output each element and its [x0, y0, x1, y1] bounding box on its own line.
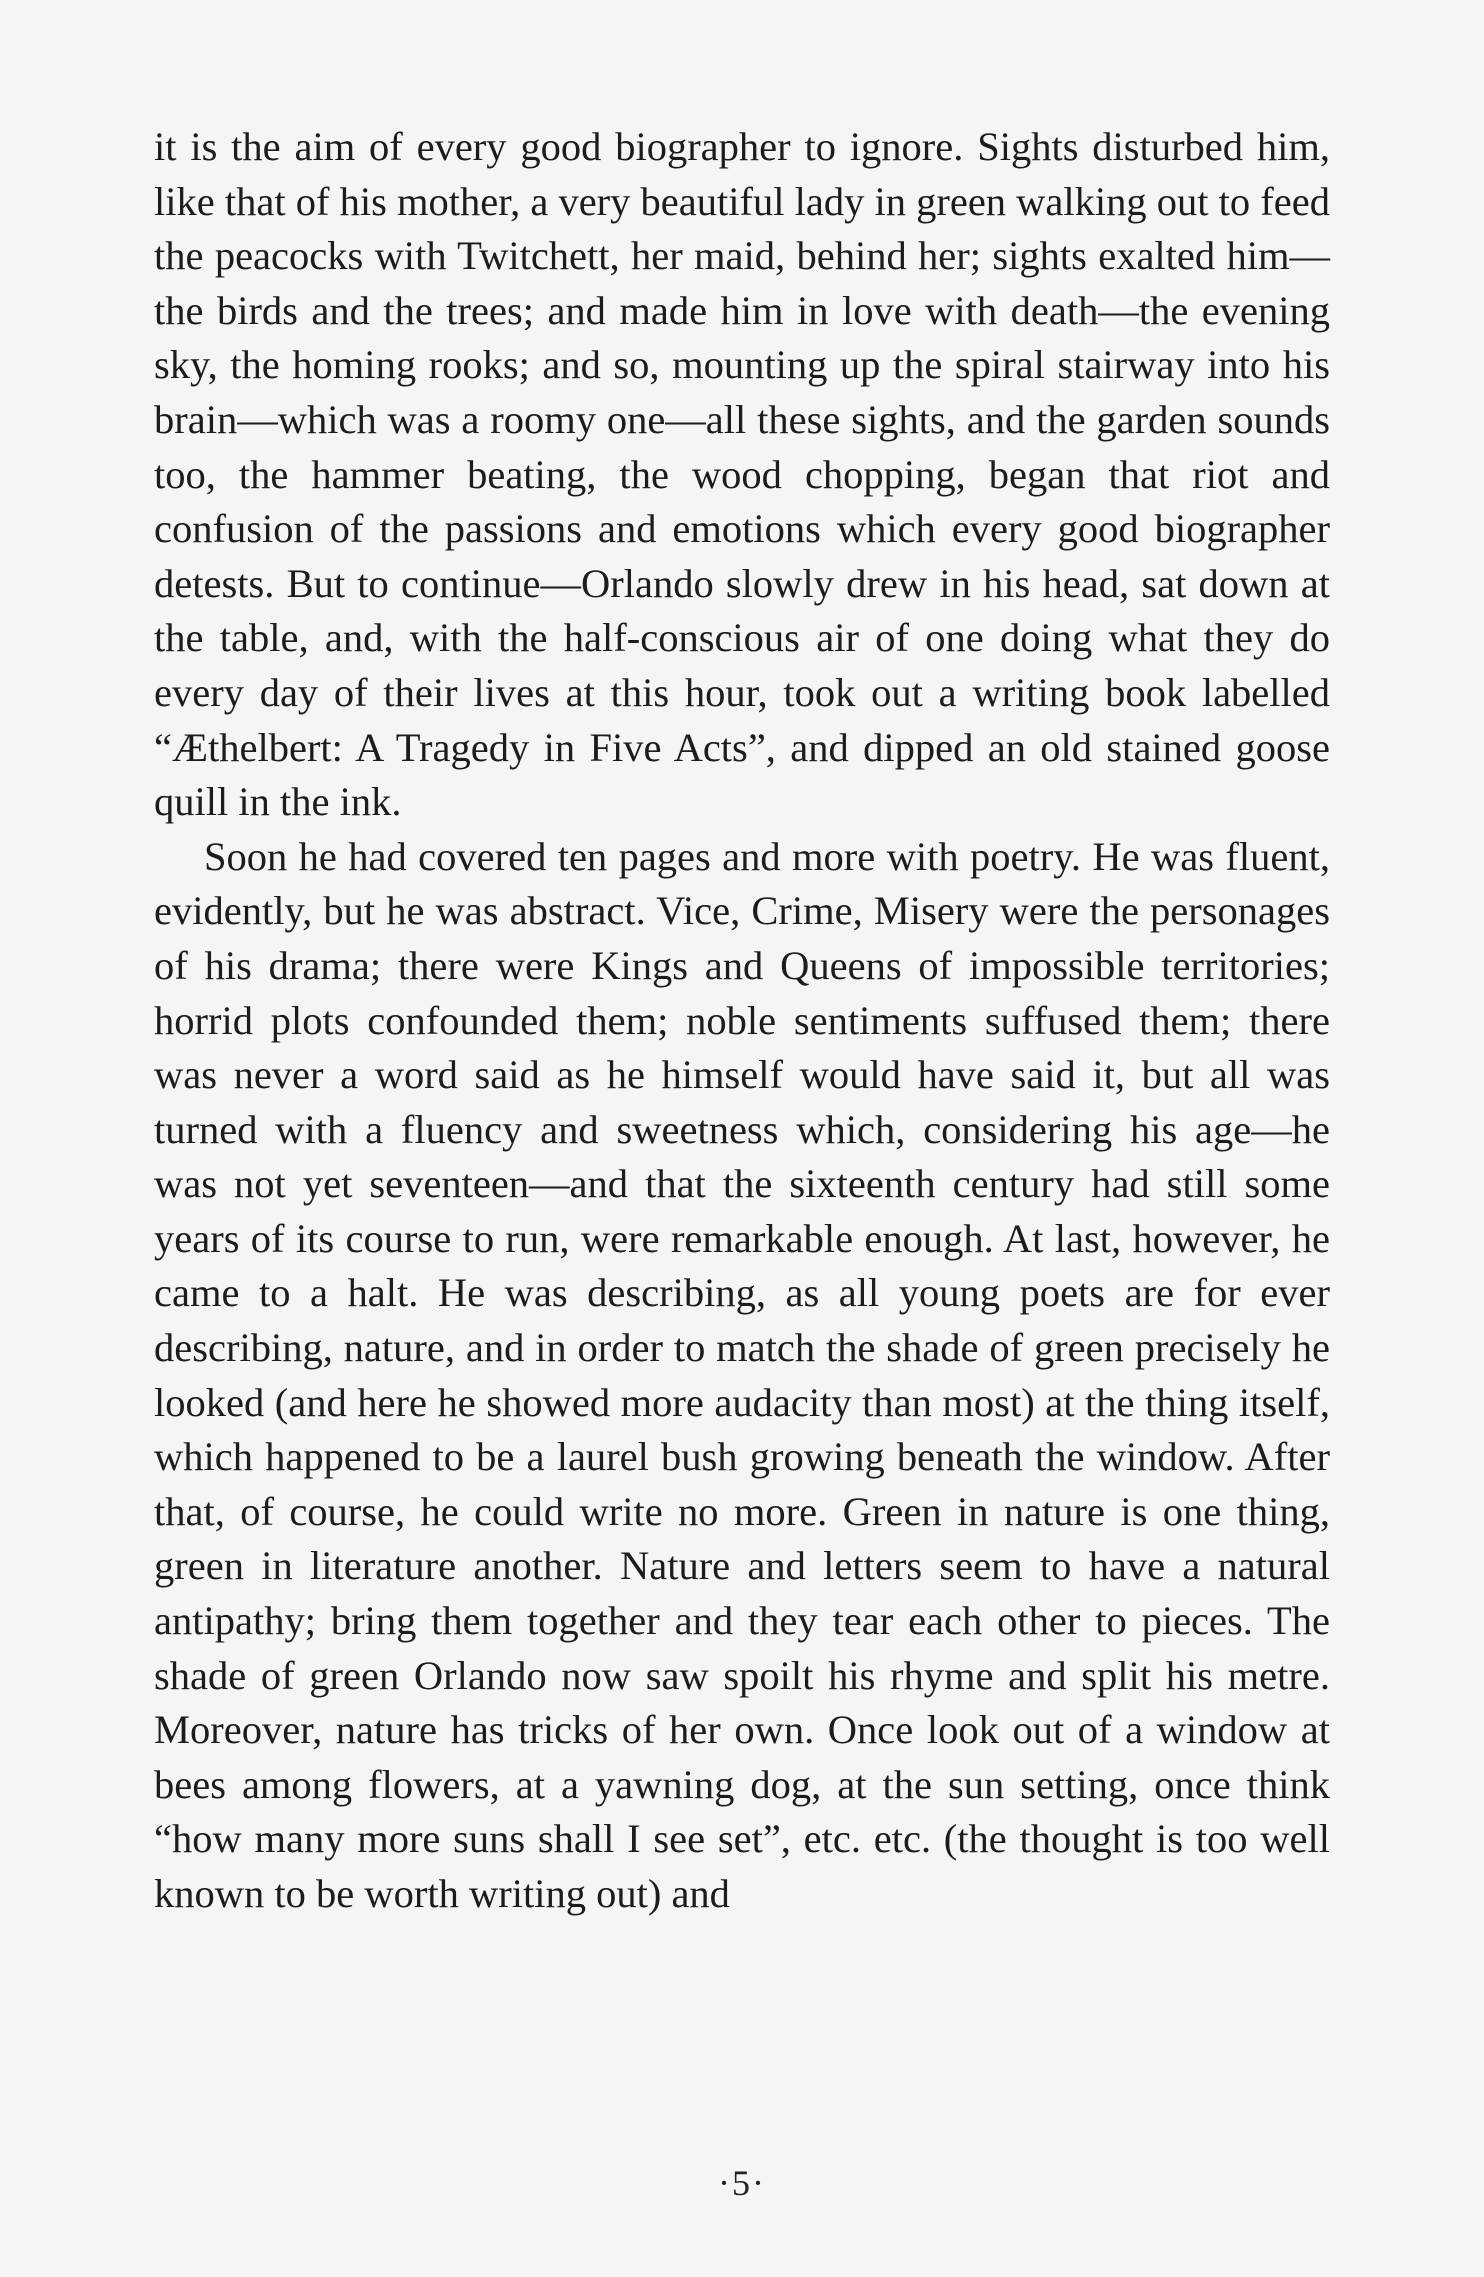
paragraph-continuation: it is the aim of every good biographer to ignore. Sights disturbed him, like that of his mother, a very beautiful lady in green walking out to feed the peacocks with Twitchett, her maid, behind her; sights exalted him—the birds and the trees; and made him in love with death—the evening sky, the homing rooks; and so, mounting up the spiral stairway into his brain—which was a roomy one—all these sights, and the garden sounds too, the hammer beating, the wood chopping, began that riot and confusion of the passions and emotions which every good biographer detests. But to continue—Orlando slowly drew in his head, sat down at the table, and, with the half-conscious air of one doing what they do every day of their lives at this hour, took out a writing book labelled “Æthelbert: A Tragedy in Five Acts”, and dipped an old stained goose quill in the ink.	[154, 124, 1330, 825]
paragraph: Soon he had covered ten pages and more with poetry. He was fluent, evidently, but he was abstract. Vice, Crime, Misery were the personages of his drama; there were Kings and Queens of impossible territories; horrid plots confounded them; noble sentiments suffused them; there was never a word said as he himself would have said it, but all was turned with a fluency and sweetness which, considering his age—he was not yet seventeen—and that the sixteenth century had still some years of its course to run, were remarkable enough. At last, however, he came to a halt. He was describing, as all young poets are for ever describing, nature, and in order to match the shade of green precisely he looked (and here he showed more audacity than most) at the thing itself, which happened to be a laurel bush growing beneath the window. After that, of course, he could write no more. Green in nature is one thing, green in literature another. Nature and letters seem to have a natural antipathy; bring them together and they tear each other to pieces. The shade of green Orlando now saw spoilt his rhyme and split his metre. Moreover, nature has tricks of her own. Once look out of a window at bees among flowers, at a yawning dog, at the sun setting, once think “how many more suns shall I see set”, etc. etc. (the thought is too well known to be worth writing out) and	[154, 833, 1330, 1916]
page-number: ·5·	[718, 2163, 766, 2203]
body-text	[154, 120, 1330, 1922]
